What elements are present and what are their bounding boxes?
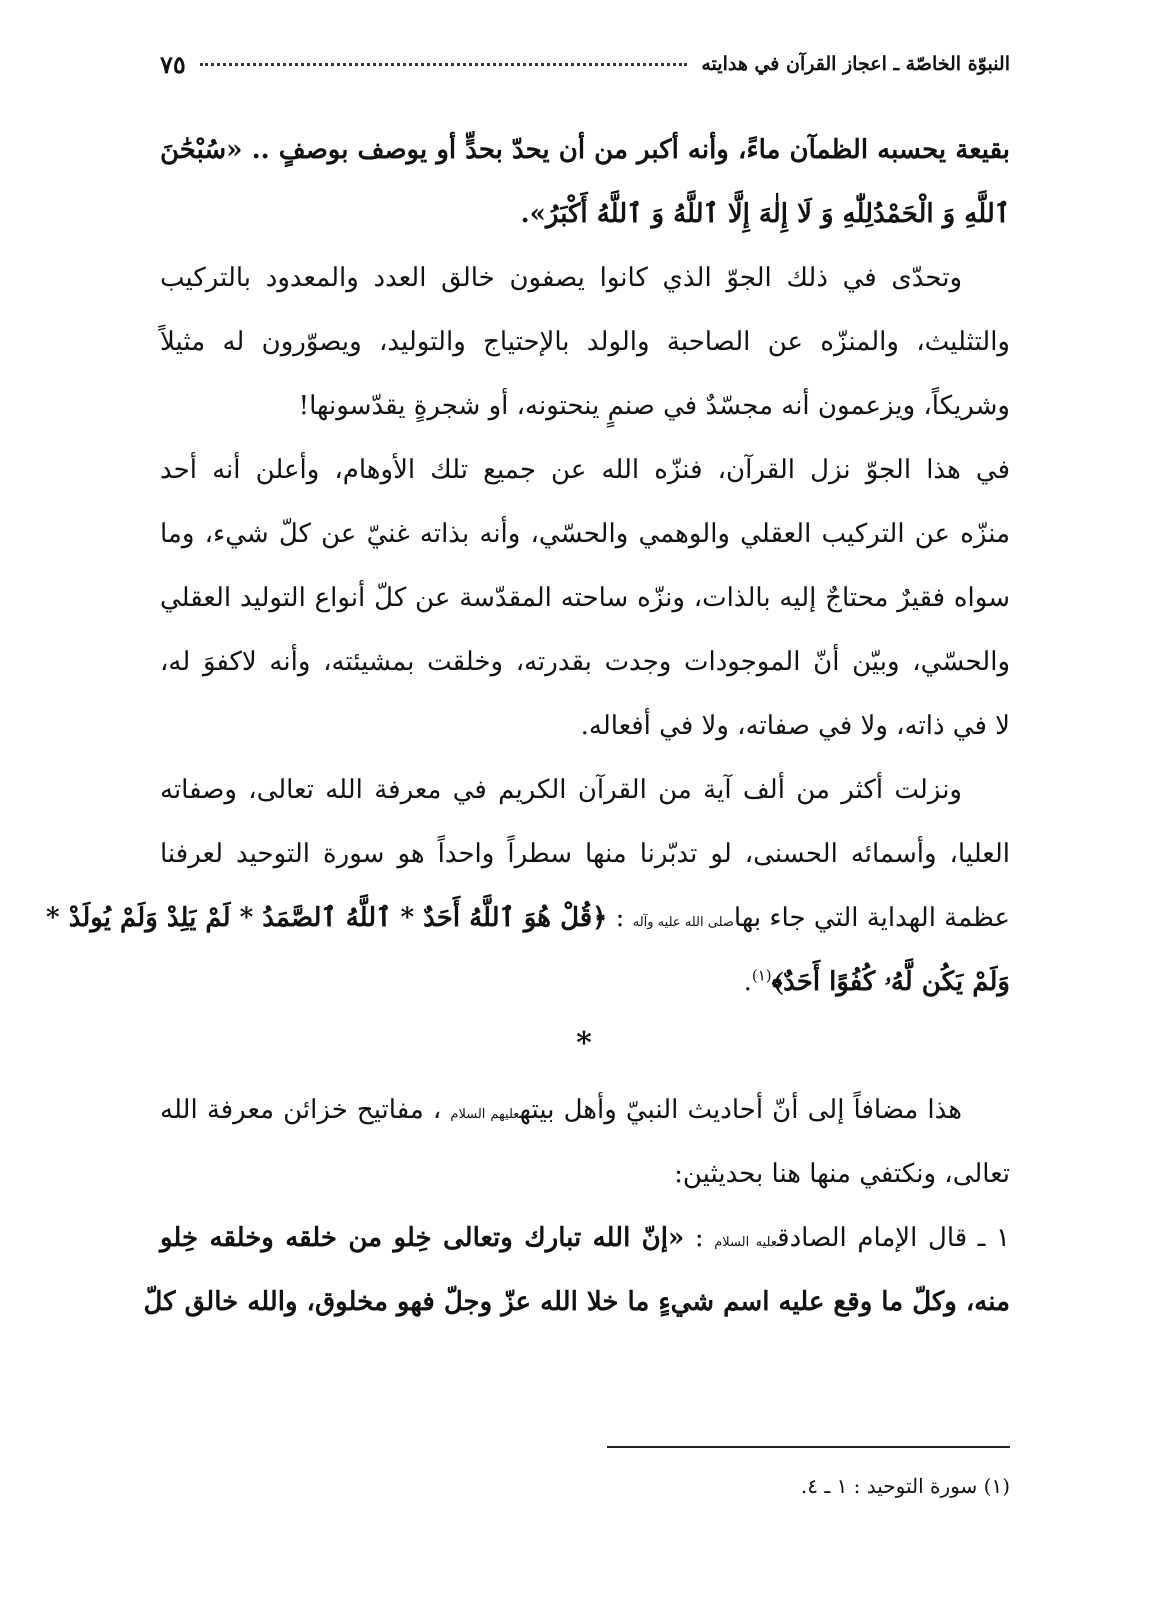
paragraph-line: تعالى، ونكتفي منها هنا بحديثين:: [674, 1159, 1010, 1189]
main-text: [46, 118, 1010, 1014]
paragraph-line: العليا، وأسمائه الحسنى، لو تدبّرنا منها سطراً واحداً هو سورة التوحيد لعرفنا: [160, 839, 1010, 869]
honorific-mark: صلى الله عليه وآله: [632, 915, 734, 930]
running-title: النبوّة الخاصّة ـ اعجاز القرآن في هدايته: [701, 53, 1010, 75]
footnote: (١) سورة التوحيد : ١ ـ ٤.: [800, 1474, 1010, 1498]
paragraph-line: والحسّي، وبيّن أنّ الموجودات وجدت بقدرته، وخلقت بمشيئته، وأنه لاكفوَ له،: [160, 647, 1010, 677]
quran-verse: ﴿قُلْ هُوَ ٱللَّهُ أَحَدٌ * ٱللَّهُ ٱلصَّمَدُ * لَمْ يَلِدْ وَلَمْ يُولَدْ *: [46, 903, 608, 933]
hadith-quote: «إنّ الله تبارك وتعالى خِلو من خلقه وخلقه خِلو: [160, 1223, 685, 1253]
section-separator: *: [576, 1026, 592, 1061]
period: .: [743, 967, 752, 997]
footnote-divider: [607, 1446, 1010, 1448]
paragraph-line: منزّه عن التركيب العقلي والوهمي والحسّي، وأنه بذاته غنيّ عن كلّ شيء، وما: [160, 519, 1010, 549]
paragraph-line: ٱللَّهِ وَ الْحَمْدُلِلّٰهِ وَ لَا إِلٰهَ إِلَّا ٱللَّهُ وَ ٱللَّهُ أَكْبَرُ».: [520, 199, 1010, 229]
honorific-mark: عليه السلام: [714, 1235, 778, 1250]
paragraph-line: في هذا الجوّ نزل القرآن، فنزّه الله عن جميع تلك الأوهام، وأعلن أنه أحد: [160, 455, 1010, 485]
quran-verse: وَلَمْ يَكُن لَّهُۥ كُفُوًا أَحَدٌ﴾: [771, 967, 1010, 997]
paragraph-line: منه، وكلّ ما وقع عليه اسم شيءٍ ما خلا الله عزّ وجلّ فهو مخلوق، والله خالق كلّ: [143, 1287, 1010, 1317]
paragraph-line: لا في ذاته، ولا في صفاته، ولا في أفعاله.: [580, 711, 1010, 741]
paragraph-line: والتثليث، والمنزّه عن الصاحبة والولد بالإحتياج والتوليد، ويصوّرون له مثيلاً: [160, 327, 1010, 357]
footnote-ref: (١): [751, 966, 772, 985]
leader-dots: [200, 63, 688, 66]
page-number: ٧٥: [160, 49, 186, 79]
paragraph-line: [46, 886, 1010, 950]
text-segment: عظمة الهداية التي جاء بها: [733, 903, 1010, 933]
paragraph-line: وتحدّى في ذلك الجوّ الذي كانوا يصفون خالق العدد والمعدود بالتركيب: [160, 263, 962, 293]
text-segment: هذا مضافاً إلى أنّ أحاديث النبيّ وأهل بيته: [519, 1095, 962, 1125]
colon: :: [684, 1223, 715, 1253]
paragraph-line: ونزلت أكثر من ألف آية من القرآن الكريم في معرفة الله تعالى، وصفاته: [160, 775, 962, 805]
honorific-mark: عليهم السلام: [450, 1107, 520, 1122]
paragraph-line: بقيعة يحسبه الظمآن ماءً، وأنه أكبر من أن يحدّ بحدٍّ أو يوصف بوصفٍ .. «سُبْحَٰنَ: [160, 135, 1010, 165]
paragraph-line: سواه فقيرٌ محتاجٌ إليه بالذات، ونزّه ساحته المقدّسة عن كلّ أنواع التوليد العقلي: [160, 583, 1010, 613]
text-segment: ، مفاتيح خزائن معرفة الله: [160, 1095, 442, 1125]
paragraph-line: [160, 1206, 1010, 1270]
text-segment: ١ ـ قال الإمام الصادق: [777, 1223, 1010, 1253]
running-header: [160, 44, 1010, 84]
main-text-continued: [143, 1078, 1010, 1334]
colon: :: [607, 903, 633, 933]
paragraph-line: [160, 950, 1010, 1014]
paragraph-line: [160, 1078, 1010, 1142]
paragraph-line: وشريكاً، ويزعمون أنه مجسّدٌ في صنمٍ ينحتونه، أو شجرةٍ يقدّسونها!: [298, 391, 1010, 421]
